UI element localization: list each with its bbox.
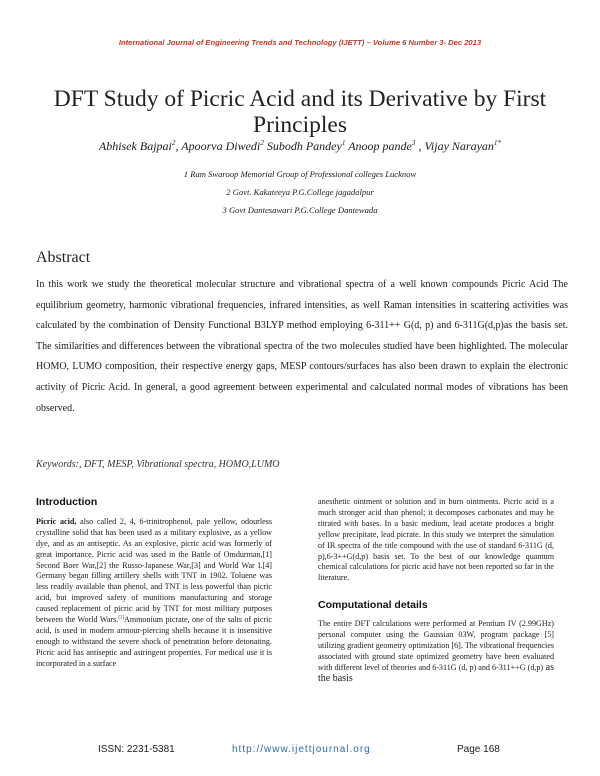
introduction-body: [36, 517, 272, 670]
author-affiliation-mark: 2: [260, 139, 264, 147]
computational-details-body: [318, 619, 554, 684]
footer-issn: ISSN: 2231-5381: [98, 744, 175, 755]
paper-title: DFT Study of Picric Acid and its Derivative by First Principles: [53, 86, 547, 138]
author-name: , Apoorva Diwedi: [175, 139, 261, 153]
intro-lead-term: Picric acid,: [36, 516, 77, 526]
affiliation-1: 1 Ram Swaroop Memorial Group of Professional colleges Lucknow: [183, 169, 417, 179]
author-affiliation-mark: 2: [171, 139, 176, 147]
citation-mark: [1]: [118, 615, 124, 621]
computational-details-heading: Computational details: [318, 599, 428, 612]
footer-journal-url[interactable]: http://www.ijettjournal.org: [232, 744, 371, 755]
keywords: Keywords:, DFT, MESP, Vibrational spectra, HOMO,LUMO: [36, 459, 280, 470]
footer-page-number: Page 168: [457, 744, 500, 755]
intro-text: also called 2, 4, 6-trinitrophenol, pale yellow, odourless crystalline solid that has been used as a military explosive, as a yellow dye, and as an antiseptic. As an explosive, picric acid was formerly of great importance. Picric acid was used in the Battle of Omdurman,[1] Second Boer War,[2] the Russo-Japanese War,[3] and World War I.[4] Germany began filling artillery shells with TNT in 1902. Toluene was less readily available than phenol, and TNT is less powerful than picric acid, but improved safety of munitions manufacturing and storage caused replacement of picric acid by TNT for most military purposes between the World Wars.: [36, 516, 273, 625]
computational-text: The entire DFT calculations were performed at Pentium IV (2.99GHz) personal computer using the Gaussian 03W, program package [5] utilizing gradient geometry optimization [6]. The vibrational frequencies associated with ground state optimized geometry have been evaluated with different level of theories and 6-311G (d, p) and 6-311++G (d,p): [318, 619, 554, 672]
right-column-body: anesthetic ointment or solution and in burn ointments. Picric acid is a much stronger acid than phenol; it decomposes carbonates and may be titrated with bases. In a basic medium, lead acetate produces a bright yellow precipitate, lead picrate. In this study we interpret the simulation of IR spectra of the title compound with the use of standard 6-311G (d, p),6-3++G(d,p) basis set. To the best of our knowledge quantum chemical calculations for picric acid have not been reported so far in the literature.: [318, 497, 554, 583]
affiliation-2: 2 Govt. Kakateeya P.G.College jagadalpur: [226, 187, 374, 197]
intro-text: Ammonium picrate, one of the salts of picric acid, is used in modern armour-piercing shells because it is insensitive enough to withstand the severe shock of penetration before detonating. Picric acid has antiseptic and astringent properties. For medical use it is incorporated in a surface: [36, 615, 272, 668]
author-list: [20, 139, 580, 154]
author-name: Subodh Pandey: [263, 139, 342, 153]
author-affiliation-mark: 1*: [493, 139, 502, 147]
author-name: Anoop pande: [345, 139, 412, 153]
left-column: [36, 497, 272, 670]
computational-text-tail: as the basis: [318, 661, 554, 684]
author-affiliation-mark: 1: [341, 139, 346, 147]
abstract-body: In this work we study the theoretical molecular structure and vibrational spectra of a well known compounds Picric Acid The equilibrium geometry, harmonic vibrational frequencies, infrared intensities, as well Raman intensities in scattering activities was calculated by the combination of Density Functional B3LYP method employing 6-311++ G(d, p) and 6-311G(d,p)as the basis set. The similarities and differences between the vibrational spectra of the two molecules studied have been highlighted. The molecular HOMO, LUMO composition, their respective energy gaps, MESP contours/surfaces has also been drawn to explain the electronic activity of Picric Acid. In general, a good agreement between experimental and calculated normal modes of vibrations has been observed.: [36, 279, 568, 414]
introduction-heading: Introduction: [36, 496, 98, 508]
author-affiliation-mark: 3: [411, 139, 416, 147]
author-name: , Vijay Narayan: [415, 139, 494, 153]
journal-header: International Journal of Engineering Trends and Technology (IJETT) – Volume 6 Number 3- Dec 2013: [118, 38, 482, 47]
author-name: Abhisek Bajpai: [98, 139, 172, 153]
right-column: [318, 497, 554, 685]
abstract-heading: Abstract: [36, 249, 91, 266]
affiliation-3: 3 Govt Dantesawari P.G.College Dantewada: [222, 205, 378, 215]
